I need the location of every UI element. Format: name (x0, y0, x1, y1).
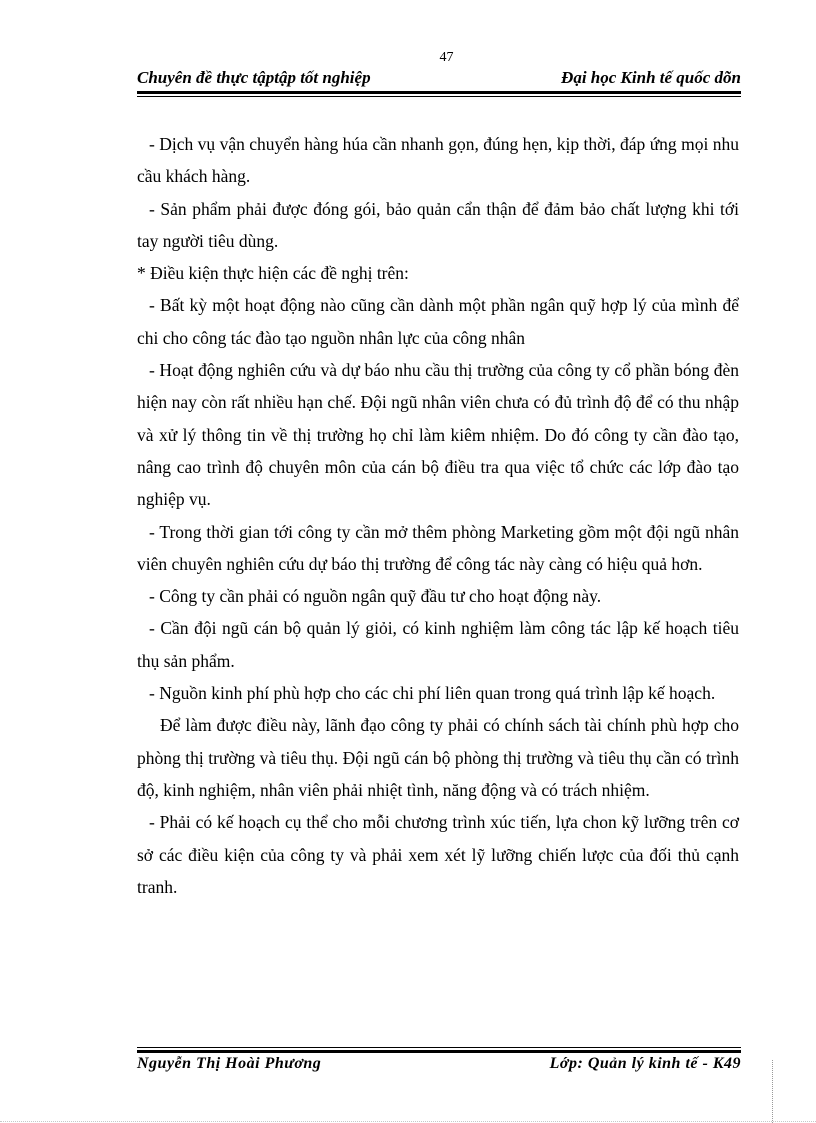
paragraph: - Trong thời gian tới công ty cần mở thêm phòng Marketing gồm một đội ngũ nhân viên chuyên nghiên cứu dự báo thị trường để công tác này càng có hiệu quả hơn. (137, 521, 739, 574)
page-footer (137, 1055, 741, 1077)
header-rule-thin (137, 96, 741, 97)
paragraph: - Nguồn kinh phí phù hợp cho các chi phí liên quan trong quá trình lập kế hoạch. (149, 683, 716, 704)
footer-rule-thick (137, 1050, 741, 1053)
header-left-title: Chuyên đề thực tậptập tốt nghiệp (137, 68, 371, 87)
paragraph: - Dịch vụ vận chuyển hàng húa cần nhanh gọn, đúng hẹn, kịp thời, đáp ứng mọi nhu cầu khách hàng. (137, 134, 739, 187)
margin-dotted-line (772, 1060, 773, 1123)
page-number: 47 (439, 50, 454, 65)
paragraph: * Điều kiện thực hiện các đề nghị trên: (137, 263, 409, 284)
footer-class: Lớp: Quản lý kinh tế - K49 (549, 1055, 741, 1072)
header-right-title: Đại học Kinh tế quốc dõn (561, 68, 741, 87)
bottom-dotted-line (0, 1121, 816, 1122)
paragraph: - Sản phẩm phải được đóng gói, bảo quản cẩn thận để đảm bảo chất lượng khi tới tay người tiêu dùng. (137, 198, 739, 251)
footer-rule-thin (137, 1047, 741, 1048)
paragraph: Để làm được điều này, lãnh đạo công ty phải có chính sách tài chính phù hợp cho phòng thị trường và tiêu thụ. Đội ngũ cán bộ phòng thị trường và tiêu thụ cần có trình độ, kinh nghiệm, nhân viên phải nhiệt tình, năng động và có trách nhiệm. (137, 715, 739, 800)
document-body (137, 128, 739, 903)
paragraph: - Bất kỳ một hoạt động nào cũng cần dành một phần ngân quỹ hợp lý của mình để chi cho công tác đào tạo nguồn nhân lực của công nhân (137, 295, 739, 348)
paragraph: - Hoạt động nghiên cứu và dự báo nhu cầu thị trường của công ty cổ phần bóng đèn hiện nay còn rất nhiều hạn chế. Đội ngũ nhân viên chưa có đủ trình độ để có thu nhập và xử lý thông tin về thị trường họ chỉ làm kiêm nhiệm. Do đó công ty cần đào tạo, nâng cao trình độ chuyên môn của cán bộ điều tra qua việc tổ chức các lớp đào tạo nghiệp vụ. (137, 360, 739, 510)
paragraph: - Cần đội ngũ cán bộ quản lý giỏi, có kinh nghiệm làm công tác lập kế hoạch tiêu thụ sản phẩm. (137, 618, 739, 671)
header-rule-thick (137, 91, 741, 94)
page-header (137, 68, 741, 90)
footer-author: Nguyễn Thị Hoài Phương (137, 1055, 322, 1072)
paragraph: - Công ty cần phải có nguồn ngân quỹ đầu tư cho hoạt động này. (149, 586, 602, 607)
paragraph: - Phải có kế hoạch cụ thể cho mỗi chương trình xúc tiến, lựa chon kỹ lưỡng trên cơ sở các điều kiện của công ty và phải xem xét lỹ lưỡng chiến lược của đối thủ cạnh tranh. (137, 812, 739, 897)
